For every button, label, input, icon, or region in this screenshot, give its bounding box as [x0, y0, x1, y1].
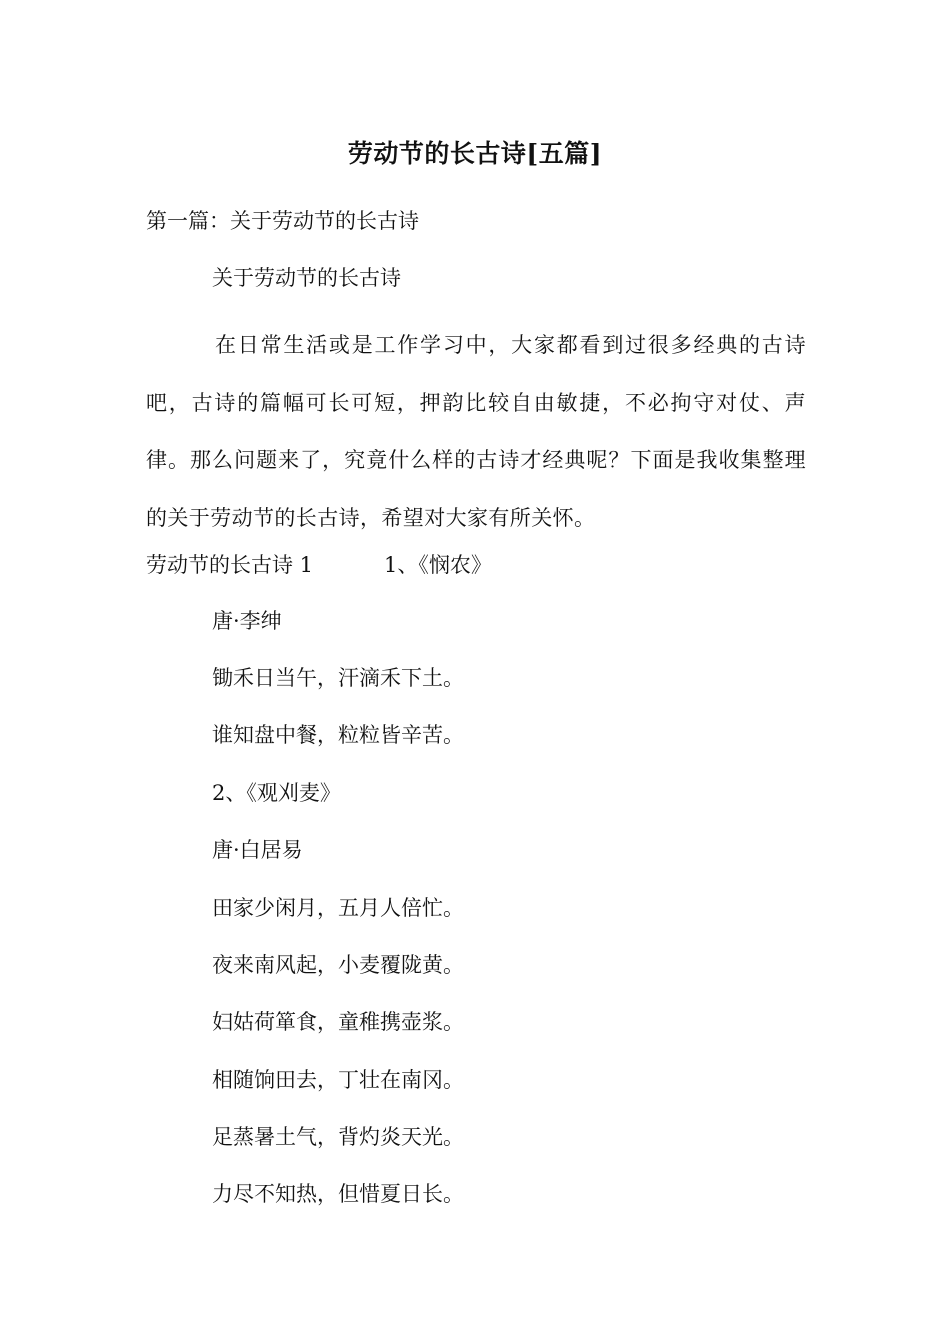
- poem-line: 夜来南风起，小麦覆陇黄。: [212, 953, 464, 977]
- poem-title: 2、《观刈麦》: [212, 781, 341, 805]
- poem-line: 足蒸暑土气，背灼炎天光。: [212, 1125, 464, 1149]
- poem-group-row: [146, 550, 492, 580]
- poem-line: 相随饷田去，丁壮在南冈。: [212, 1068, 464, 1092]
- section-heading: 第一篇：关于劳动节的长古诗: [146, 209, 419, 233]
- intro-paragraph: 在日常生活或是工作学习中，大家都看到过很多经典的古诗吧，古诗的篇幅可长可短，押韵比较自由敏捷，不必拘守对仗、声律。那么问题来了，究竟什么样的古诗才经典呢？下面是我收集整理的关于劳动节的长古诗，希望对大家有所关怀。: [146, 333, 806, 530]
- poem-title: 1、《悯农》: [384, 553, 492, 577]
- poem-group-label: 劳动节的长古诗 1: [146, 553, 314, 577]
- poem-line: 锄禾日当午，汗滴禾下土。: [212, 666, 464, 690]
- poem-author: 唐·白居易: [212, 838, 303, 862]
- document-title: 劳动节的长古诗[五篇]: [347, 139, 603, 168]
- poem-line: 谁知盘中餐，粒粒皆辛苦。: [212, 723, 464, 747]
- subheading: 关于劳动节的长古诗: [212, 266, 401, 290]
- poem-line: 力尽不知热，但惜夏日长。: [212, 1182, 464, 1206]
- poem-author: 唐·李绅: [212, 609, 282, 633]
- poem-line: 田家少闲月，五月人倍忙。: [212, 896, 464, 920]
- poem-line: 妇姑荷箪食，童稚携壶浆。: [212, 1010, 464, 1034]
